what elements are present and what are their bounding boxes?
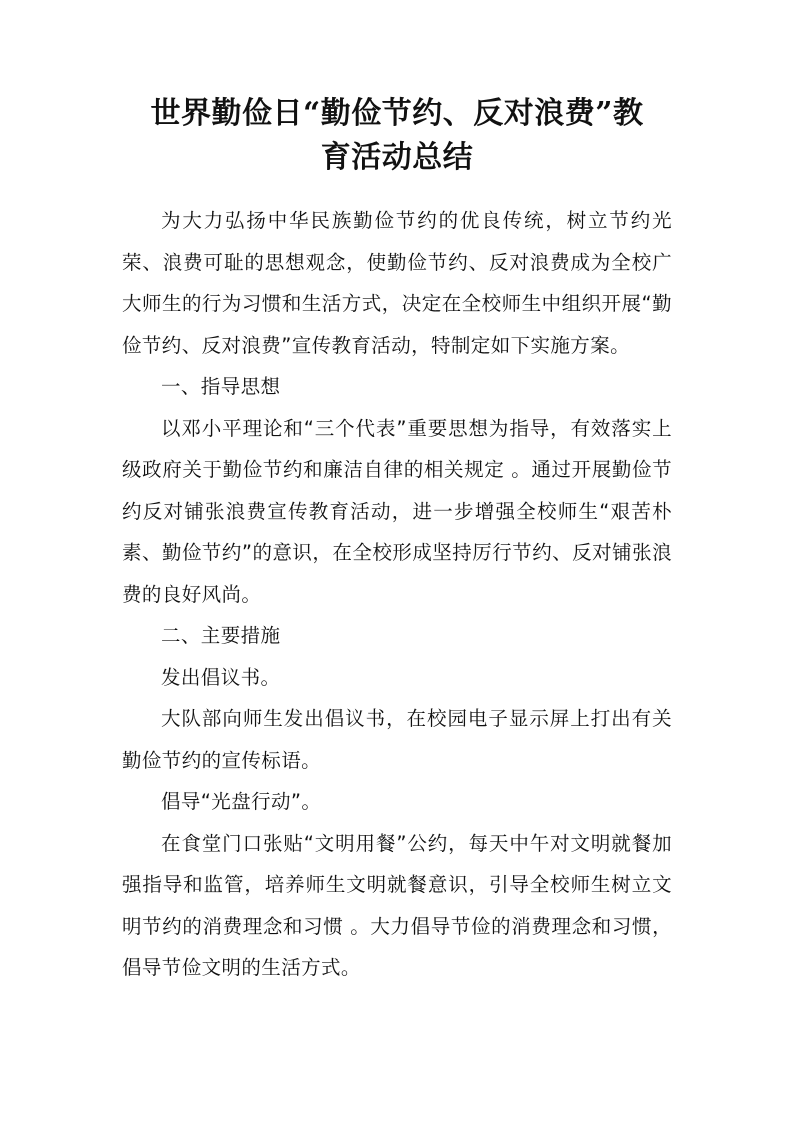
document-title [122, 92, 672, 180]
intro-paragraph: 为大力弘扬中华民族勤俭节约的优良传统，树立节约光荣、浪费可耻的思想观念，使勤俭节约、反对浪费成为全校广大师生的行为习惯和生活方式，决定在全校师生中组织开展“勤俭节约、反对浪费”宣传教育活动，特制定如下实施方案。 [122, 209, 672, 357]
guiding-thought-paragraph: 以邓小平理论和“三个代表”重要思想为指导，有效落实上级政府关于勤俭节约和廉洁自律的相关规定 。通过开展勤俭节约反对铺张浪费宣传教育活动，进一步增强全校师生“艰苦朴素、勤俭节约”的意识，在全校形成坚持厉行节约、反对铺张浪费的良好风尚。 [122, 416, 672, 606]
document-body [122, 200, 672, 989]
measure-heading-proposal: 发出倡议书。 [161, 665, 281, 689]
measure-paragraph-clean-plate: 在食堂门口张贴“文明用餐”公约，每天中午对文明就餐加强指导和监管，培养师生文明就餐意识，引导全校师生树立文明节约的消费理念和习惯 。大力倡导节俭的消费理念和习惯，倡导节俭文明的生活方式。 [122, 831, 672, 979]
measure-paragraph-proposal: 大队部向师生发出倡议书，在校园电子显示屏上打出有关勤俭节约的宣传标语。 [122, 707, 672, 772]
section-heading-guiding-thought: 一、指导思想 [161, 375, 281, 398]
title-line-2: 育活动总结 [320, 140, 474, 175]
measure-heading-clean-plate: 倡导“光盘行动”。 [161, 790, 322, 813]
section-heading-main-measures: 二、主要措施 [161, 624, 281, 647]
title-line-1: 世界勤俭日“勤俭节约、反对浪费”教 [150, 96, 644, 131]
